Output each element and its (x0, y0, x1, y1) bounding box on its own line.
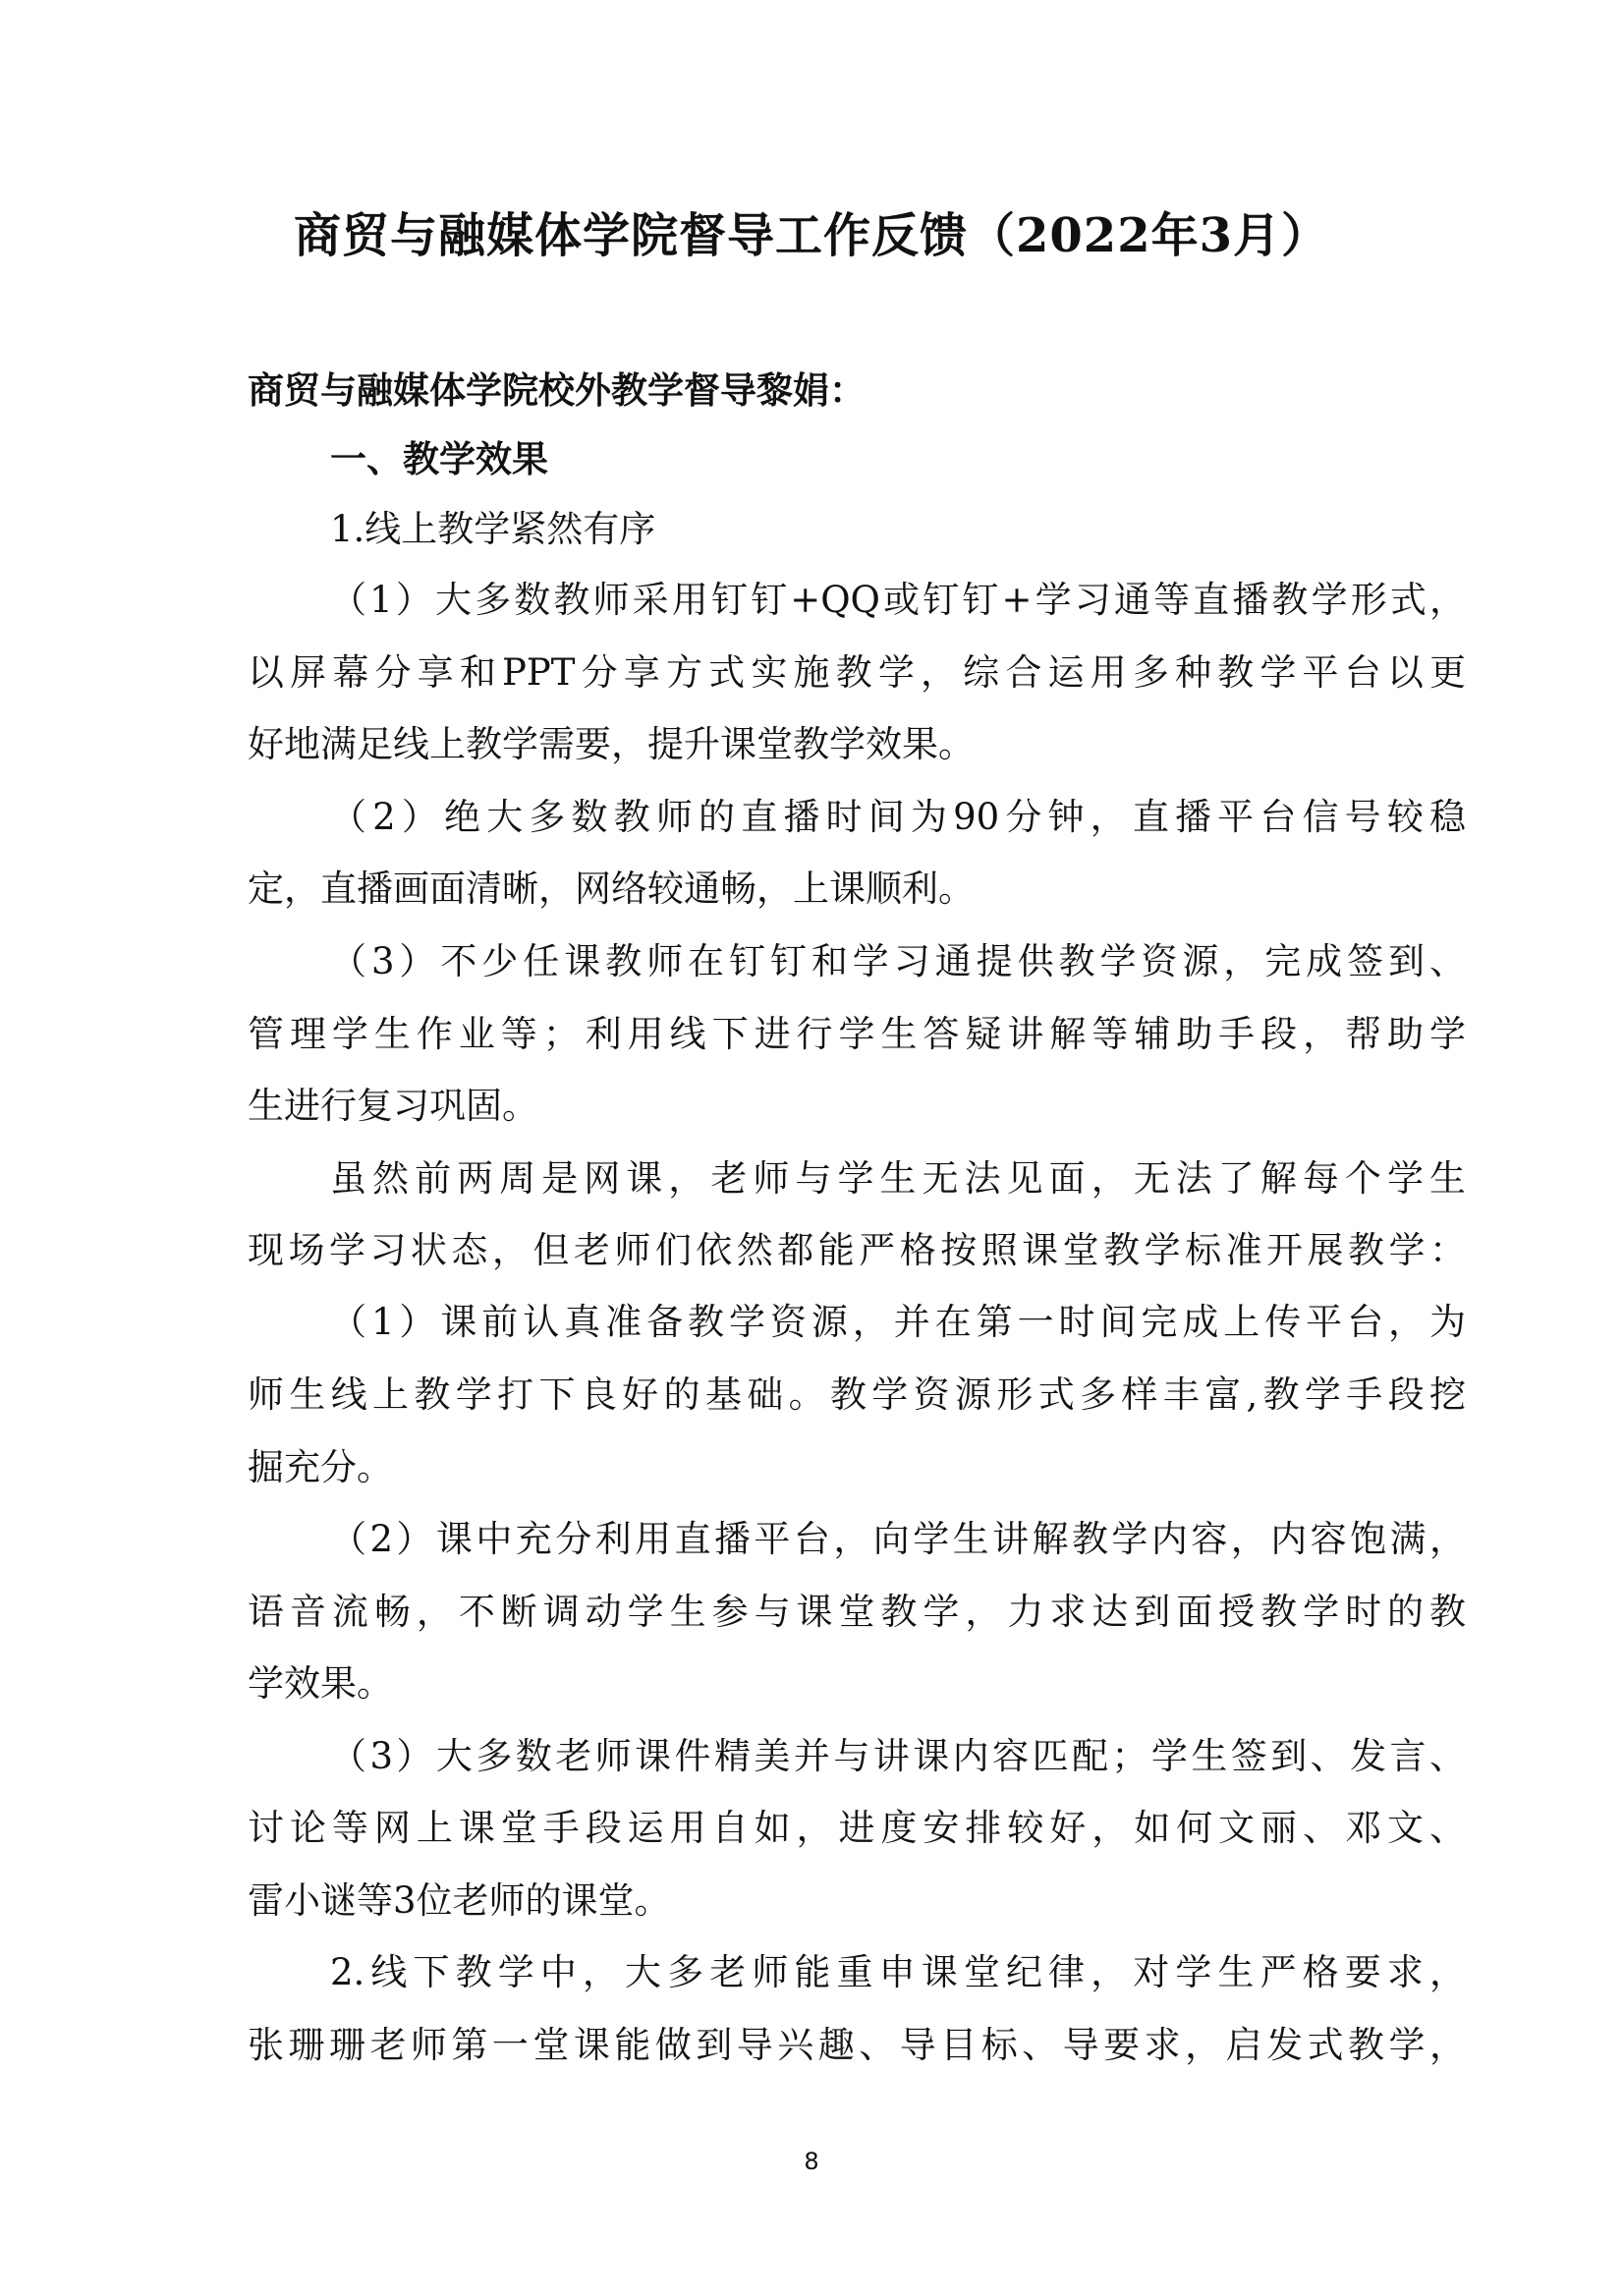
page-number: 8 (804, 2148, 819, 2175)
paragraph-line: 学效果。 (248, 1662, 393, 1705)
paragraph-line: 张珊珊老师第一堂课能做到导兴趣、导目标、导要求，启发式教学， (248, 2024, 1466, 2066)
addressee-line: 商贸与融媒体学院校外教学督导黎娟： (248, 369, 866, 412)
document-title: 商贸与融媒体学院督导工作反馈（2022年3月） (294, 208, 1329, 263)
paragraph-line: 以屏幕分享和PPT分享方式实施教学，综合运用多种教学平台以更 (248, 651, 1466, 694)
paragraph-line: 生进行复习巩固。 (248, 1085, 538, 1127)
paragraph-line: （3）大多数老师课件精美并与讲课内容匹配；学生签到、发言、 (330, 1735, 1466, 1777)
paragraph-line: （1）课前认真准备教学资源，并在第一时间完成上传平台，为 (330, 1301, 1466, 1343)
paragraph-line: （2）绝大多数教师的直播时间为90分钟，直播平台信号较稳 (330, 796, 1466, 838)
paragraph-line: 掘充分。 (248, 1446, 393, 1488)
subsection-heading: 1.线上教学紧然有序 (330, 508, 656, 550)
paragraph-line: 讨论等网上课堂手段运用自如，进度安排较好，如何文丽、邓文、 (248, 1807, 1466, 1849)
paragraph-line: 定，直播画面清晰，网络较通畅，上课顺利。 (248, 868, 975, 910)
paragraph-line: （1）大多数教师采用钉钉+QQ或钉钉+学习通等直播教学形式， (330, 579, 1466, 621)
paragraph-line: 虽然前两周是网课，老师与学生无法见面，无法了解每个学生 (330, 1157, 1466, 1200)
section-heading: 一、教学效果 (330, 438, 548, 480)
paragraph-line: 语音流畅，不断调动学生参与课堂教学，力求达到面授教学时的教 (248, 1591, 1466, 1633)
paragraph-line: 管理学生作业等；利用线下进行学生答疑讲解等辅助手段，帮助学 (248, 1013, 1466, 1055)
paragraph-line: （3）不少任课教师在钉钉和学习通提供教学资源，完成签到、 (330, 940, 1466, 982)
paragraph-line: 现场学习状态，但老师们依然都能严格按照课堂教学标准开展教学： (248, 1229, 1466, 1271)
paragraph-line: 师生线上教学打下良好的基础。教学资源形式多样丰富,教学手段挖 (248, 1373, 1466, 1416)
paragraph-line: 雷小谜等3位老师的课堂。 (248, 1879, 671, 1922)
paragraph-line: （2）课中充分利用直播平台，向学生讲解教学内容，内容饱满， (330, 1518, 1466, 1560)
paragraph-line: 2.线下教学中，大多老师能重申课堂纪律，对学生严格要求， (330, 1951, 1466, 1993)
paragraph-line: 好地满足线上教学需要，提升课堂教学效果。 (248, 723, 975, 765)
